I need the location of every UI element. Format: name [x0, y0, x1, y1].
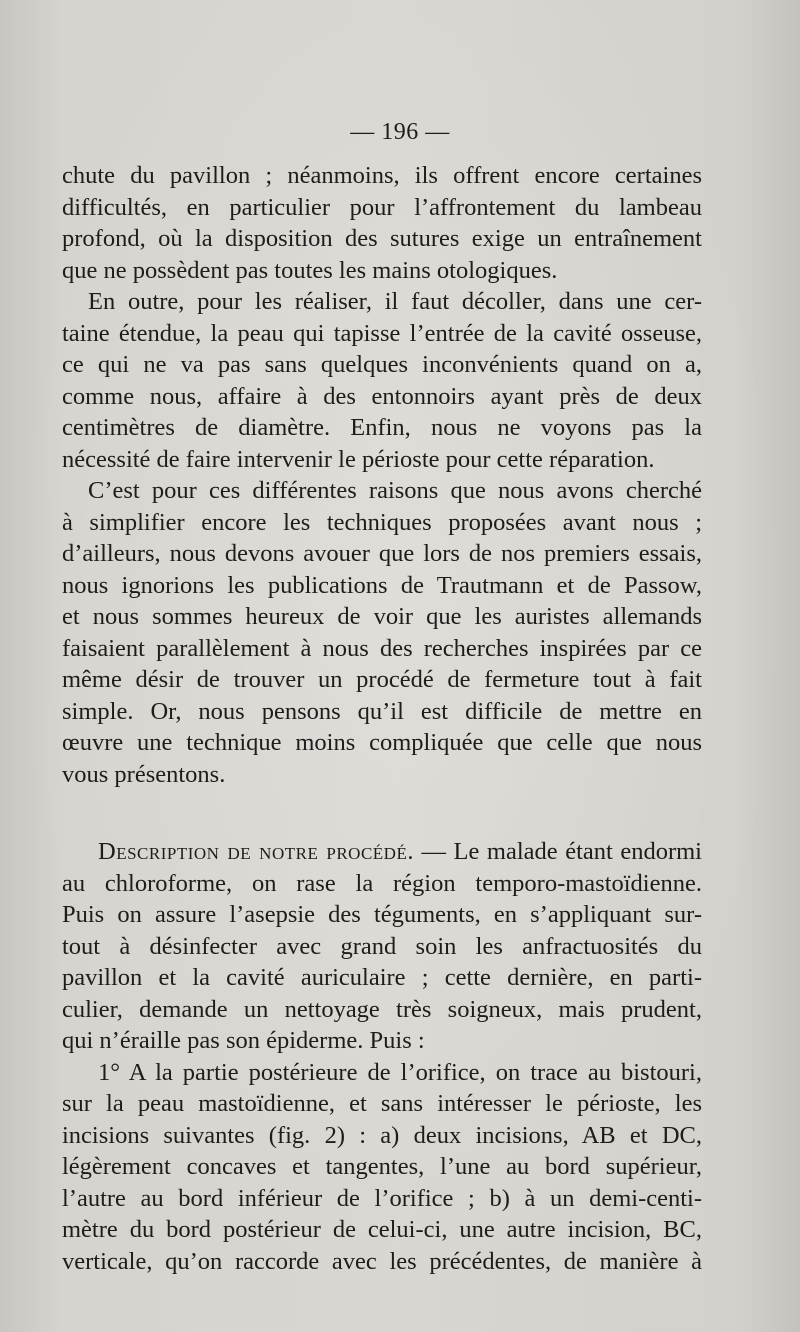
- text-line: difficultés, en particulier pour l’affrontement du lambeau: [62, 193, 702, 221]
- paragraph-3: [62, 475, 702, 790]
- text-line: l’autre au bord inférieur de l’orifice ; b) à un demi-centi-: [62, 1184, 702, 1212]
- text-line: tout à désinfecter avec grand soin les anfractuosités du: [62, 932, 702, 960]
- text-line: œuvre une technique moins compliquée que celle que nous: [62, 729, 702, 756]
- text-line: que ne possèdent pas toutes les mains otologiques.: [62, 256, 558, 284]
- body-text: [62, 160, 702, 1277]
- text-line: C’est pour ces différentes raisons que nous avons cherché: [88, 477, 702, 504]
- text-line: 1° A la partie postérieure de l’orifice, on trace au bistouri,: [98, 1058, 702, 1086]
- paragraph-1: [62, 160, 702, 286]
- text-line: qui n’éraille pas son épiderme. Puis :: [62, 1027, 425, 1054]
- text-line: En outre, pour les réaliser, il faut décoller, dans une cer-: [88, 288, 702, 315]
- text-line: sur la peau mastoïdienne, et sans intéresser le périoste, les: [62, 1090, 702, 1117]
- text-line: faisaient parallèlement à nous des recherches inspirées par ce: [62, 634, 702, 662]
- text-line: d’ailleurs, nous devons avouer que lors de nos premiers essais,: [62, 540, 702, 567]
- text-line: culier, demande un nettoyage très soigneux, mais prudent,: [62, 995, 702, 1023]
- text-line: verticale, qu’on raccorde avec les précédentes, de manière à: [62, 1247, 702, 1275]
- text-line: centimètres de diamètre. Enfin, nous ne voyons pas la: [62, 414, 702, 441]
- text-line: taine étendue, la peau qui tapisse l’entrée de la cavité osseuse,: [62, 319, 702, 347]
- text-line: à simplifier encore les techniques proposées avant nous ;: [62, 508, 702, 536]
- text-line: pavillon et la cavité auriculaire ; cette dernière, en parti-: [62, 964, 702, 991]
- section-spacer: [62, 790, 702, 836]
- text-line: nécessité de faire intervenir le périoste pour cette réparation.: [62, 445, 655, 473]
- text-line: — Le malade étant endormi: [413, 838, 702, 865]
- text-line: vous présentons.: [62, 760, 226, 788]
- text-line: légèrement concaves et tangentes, l’une au bord supérieur,: [62, 1153, 702, 1180]
- text-line: ce qui ne va pas sans quelques inconvénients quand on a,: [62, 351, 702, 378]
- text-line: même désir de trouver un procédé de fermeture tout à fait: [62, 666, 702, 693]
- text-line: simple. Or, nous pensons qu’il est difficile de mettre en: [62, 697, 702, 725]
- paragraph-2: [62, 286, 702, 475]
- page-number: — 196 —: [350, 119, 450, 145]
- text-line: incisions suivantes (fig. 2) : a) deux incisions, AB et DC,: [62, 1121, 702, 1149]
- paragraph-4: [62, 836, 702, 1057]
- section-heading-line: [62, 836, 702, 868]
- text-line: et nous sommes heureux de voir que les auristes allemands: [62, 603, 702, 630]
- text-line: mètre du bord postérieur de celui-ci, une autre incision, BC,: [62, 1216, 702, 1243]
- paragraph-5: [62, 1057, 702, 1278]
- text-line: profond, où la disposition des sutures exige un entraînement: [62, 225, 702, 252]
- text-line: Puis on assure l’asepsie des téguments, en s’appliquant sur-: [62, 901, 702, 928]
- text-line: au chloroforme, on rase la région temporo-mastoïdienne.: [62, 869, 702, 897]
- section-heading: Description de notre procédé.: [98, 838, 414, 865]
- text-line: nous ignorions les publications de Trautmann et de Passow,: [62, 571, 702, 599]
- text-line: chute du pavillon ; néanmoins, ils offrent encore certaines: [62, 162, 702, 189]
- text-line: comme nous, affaire à des entonnoirs ayant près de deux: [62, 382, 702, 410]
